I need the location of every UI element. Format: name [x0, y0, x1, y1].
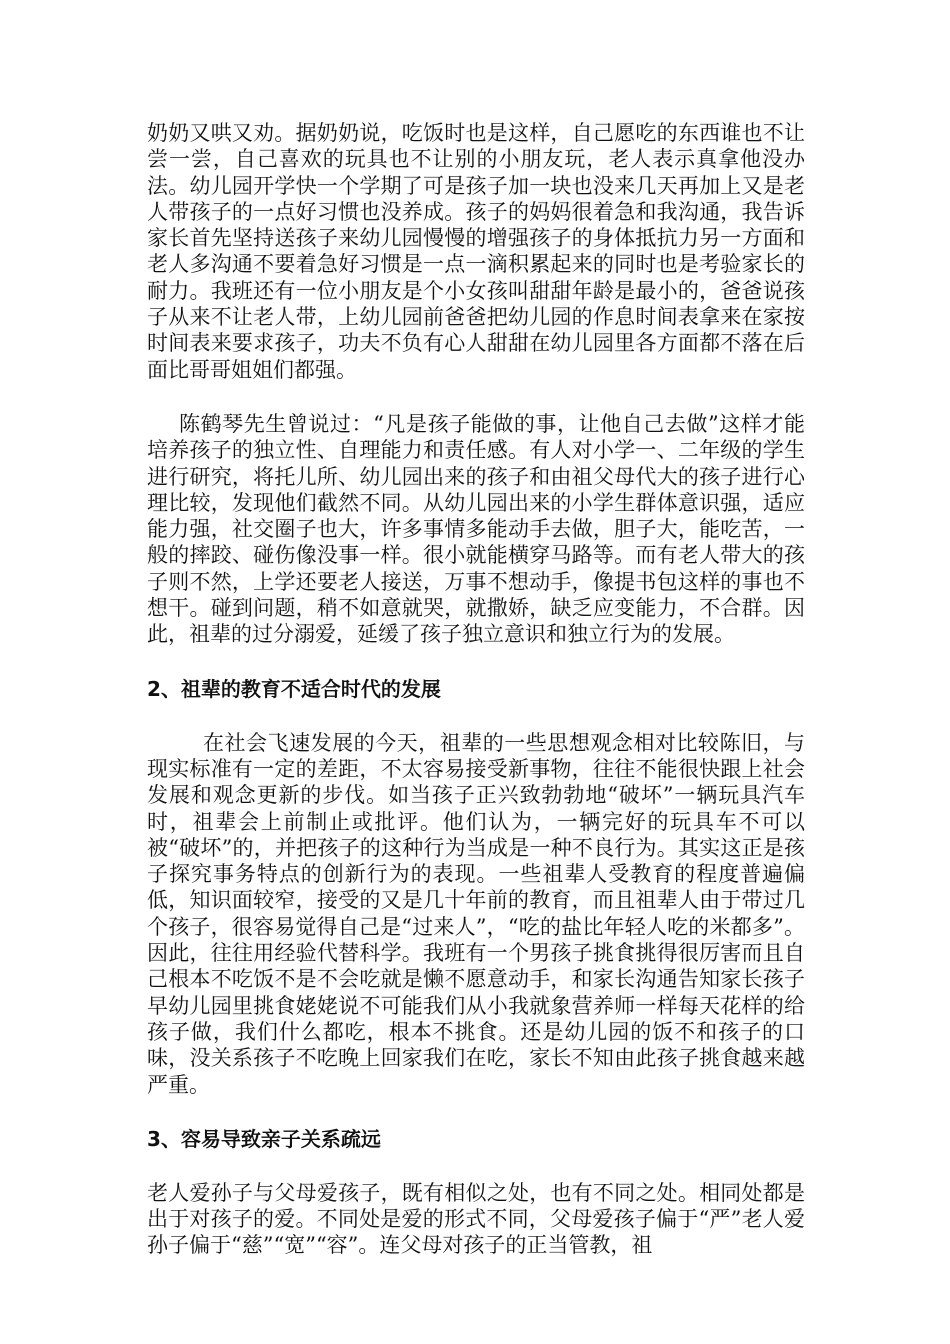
paragraph-outdated-education: 在社会飞速发展的今天，祖辈的一些思想观念相对比较陈旧，与现实标准有一定的差距，不太容易接受新事物，往往不能很快跟上社会发展和观念更新的步伐。如当孩子正兴致勃勃地“破坏”一辆玩具汽车时，祖辈会上前制止或批评。他们认为，一辆完好的玩具车不可以被“破坏”的，并把孩子的这种行为当成是一种不良行为。其实这正是孩子探究事务特点的创新行为的表现。一些祖辈人受教育的程度普遍偏低，知识面较窄，接受的又是几十年前的教育，而且祖辈人由于带过几个孩子，很容易觉得自己是“过来人”，“吃的盐比年轻人吃的米都多”。因此，往往用经验代替科学。我班有一个男孩子挑食挑得很厉害而且自己根本不吃饭不是不会吃就是懒不愿意动手，和家长沟通告知家长孩子早幼儿园里挑食姥姥说不可能我们从小我就象营养师一样每天花样的给孩子做，我们什么都吃，根本不挑食。还是幼儿园的饭不和孩子的口味，没关系孩子不吃晚上回家我们在吃，家长不知由此孩子挑食越来越严重。 — [147, 730, 805, 1097]
paragraph-chen-heqin-quote: 陈鹤琴先生曾说过：“凡是孩子能做的事，让他自己去做”这样才能培养孩子的独立性、自理能力和责任感。有人对小学一、二年级的学生进行研究，将托儿所、幼儿园出来的孩子和由祖父母代大的孩子进行心理比较，发现他们截然不同。从幼儿园出来的小学生群体意识强，适应能力强，社交圈子也大，许多事情多能动手去做，胆子大，能吃苦，一般的摔跤、碰伤像没事一样。很小就能横穿马路等。而有老人带大的孩子则不然，上学还要老人接送，万事不想动手，像提书包这样的事也不想干。碰到问题，稍不如意就哭，就撒娇，缺乏应变能力，不合群。因此，祖辈的过分溺爱，延缓了孩子独立意识和独立行为的发展。 — [147, 411, 805, 647]
section-heading-2: 2、祖辈的教育不适合时代的发展 — [147, 676, 441, 701]
section-heading-3: 3、容易导致亲子关系疏远 — [147, 1126, 381, 1151]
document-page — [147, 120, 805, 1259]
paragraph-grandma-coaxing: 奶奶又哄又劝。据奶奶说，吃饭时也是这样，自己愿吃的东西谁也不让尝一尝，自己喜欢的玩具也不让别的小朋友玩，老人表示真拿他没办法。幼儿园开学快一个学期了可是孩子加一块也没来几天再加上又是老人带孩子的一点好习惯也没养成。孩子的妈妈很着急和我沟通，我告诉家长首先坚持送孩子来幼儿园慢慢的增强孩子的身体抵抗力另一方面和老人多沟通不要着急好习惯是一点一滴积累起来的同时也是考验家长的耐力。我班还有一位小朋友是个小女孩叫甜甜年龄是最小的，爸爸说孩子从来不让老人带，上幼儿园前爸爸把幼儿园的作息时间表拿来在家按时间表来要求孩子，功夫不负有心人甜甜在幼儿园里各方面都不落在后面比哥哥姐姐们都强。 — [147, 121, 805, 382]
paragraph-parent-child-relationship: 老人爱孙子与父母爱孩子，既有相似之处，也有不同之处。相同处都是出于对孩子的爱。不同处是爱的形式不同，父母爱孩子偏于“严”老人爱孙子偏于“慈”“宽”“容”。连父母对孩子的正当管教，祖 — [147, 1180, 805, 1258]
